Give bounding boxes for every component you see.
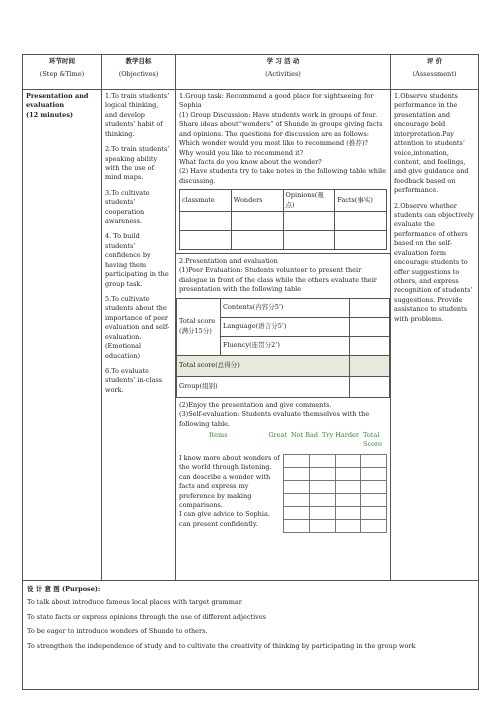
purpose-item: To strengthen the independence of study and to cultivate the creativity of thinking by participating in the group work bbox=[27, 641, 416, 650]
group-discussion: (1) Group Discussion: Have students work in groups of four. Share ideas about“wonders” of Shunde in groups giving facts and opinions. The questions for discussion are as follows: bbox=[179, 110, 385, 138]
objectives-cell bbox=[102, 90, 176, 581]
objective-item: 4. To build students’ confidence by having them participating in the group task. bbox=[105, 232, 171, 288]
lesson-plan-table bbox=[22, 54, 479, 690]
group-task: 1.Group task: Recommend a good place for sightseeing for Sophia bbox=[179, 92, 376, 110]
purpose-cell bbox=[23, 581, 479, 690]
purpose-item: To talk about introduce famous local places with target grammar bbox=[27, 598, 242, 607]
header-activities: 学 习 活 动 (Activities) bbox=[176, 55, 391, 90]
rating-statement: can present confidently. bbox=[179, 519, 258, 528]
objective-item: 2.To train students’ speaking ability with the use of mind maps. bbox=[105, 145, 172, 182]
lesson-plan-page bbox=[22, 54, 478, 704]
step-time: (12 minutes) bbox=[26, 110, 74, 119]
self-evaluation: (3)Self-evaluation: Students evaluate themselves with the following table. bbox=[179, 410, 372, 428]
total-score-row: Total score(总得分) bbox=[177, 355, 350, 376]
header-objectives: 教学目标 (Objectives) bbox=[102, 55, 176, 90]
rating-items-label: Items bbox=[209, 431, 228, 440]
step-cell bbox=[23, 90, 102, 581]
header-step-time: 环节时间 (Step &Time) bbox=[23, 55, 102, 90]
group-row: Group(组别) bbox=[177, 376, 350, 397]
question-3: What facts do you know about the wonder? bbox=[179, 157, 322, 166]
activities-cell bbox=[176, 90, 391, 581]
presentation-section bbox=[176, 253, 390, 533]
assessment-item: 2.Observe whether students can objectively evaluate the performance of others based on the self-evaluation form encourage students to offer suggestions to others, and express recognition of students’ suggestions. Provide assistance to students with problems. bbox=[394, 201, 476, 323]
notes-header: Wonders bbox=[231, 190, 283, 212]
objective-item: 3.To cultivate students’ cooperation awareness. bbox=[105, 188, 152, 226]
rating-table bbox=[283, 454, 387, 533]
objective-item: 5.To cultivate students about the importance of peer evaluation and self-evaluation. (Emotional education) bbox=[105, 295, 171, 360]
question-2: Why would you like to recommend it? bbox=[179, 148, 304, 157]
rating-header bbox=[179, 431, 387, 450]
peer-score-table bbox=[176, 298, 390, 398]
purpose-item: To be eager to introduce wonders of Shunde to others. bbox=[27, 627, 208, 636]
enjoy-presentation: (2)Enjoy the presentation and give comments. bbox=[179, 400, 332, 409]
assessment-cell bbox=[391, 90, 479, 581]
rating-col: Total Score bbox=[363, 431, 382, 449]
objective-item: 6.To evaluate students’ in-class work. bbox=[105, 366, 165, 394]
header-assessment: 评 价 (Assessment) bbox=[391, 55, 479, 90]
step-title: Presentation and evaluation bbox=[26, 92, 91, 110]
rating-statement: I know more about wonders of the world through listening. bbox=[179, 453, 282, 472]
rating-col: Great bbox=[268, 431, 287, 440]
header-row bbox=[23, 55, 479, 90]
notes-table bbox=[179, 189, 387, 250]
purpose-title: 设 计 意 图 (Purpose): bbox=[27, 585, 101, 593]
objective-item: 1.To train students’ logical thinking, and develop students’ habit of thinking. bbox=[105, 92, 172, 138]
notes-header: Facts(事实) bbox=[335, 190, 387, 212]
take-notes: (2) Have students try to take notes in the following table while discussing. bbox=[179, 167, 389, 185]
purpose-item: To state facts or express opinions through the use of different adjectives bbox=[27, 612, 267, 621]
notes-header: classmate bbox=[180, 190, 232, 212]
purpose-row bbox=[23, 581, 479, 690]
total-score-label: Total score (满分15分) bbox=[177, 298, 221, 355]
rating-statement: can describe a wonder with facts and express my preference by making comparisons. bbox=[179, 472, 273, 509]
assessment-item: 1.Observe students performance in the presentation and encourage bold interpretation.Pay attention to students’ voice,intonation, content, and feelings, and give guidance and feedback based on performance. bbox=[394, 92, 471, 195]
presentation-title: 2.Presentation and evaluation bbox=[179, 257, 278, 266]
body-row bbox=[23, 90, 479, 581]
score-row: Fluency(连贯分2’) bbox=[221, 336, 350, 355]
question-1: Which wonder would you most like to recommend (推荐)? bbox=[179, 139, 368, 148]
score-row: Contents(内容分5’) bbox=[221, 298, 350, 317]
rating-statement: I can give advice to Sophia. bbox=[179, 510, 270, 519]
notes-header: Opinions(观点) bbox=[283, 190, 335, 212]
rating-col: Not Bad bbox=[290, 431, 319, 440]
rating-grid bbox=[179, 454, 387, 533]
score-row: Language(语言分5’) bbox=[221, 317, 350, 336]
rating-col: Try Harder bbox=[322, 431, 359, 440]
peer-evaluation: (1)Peer Evaluation: Students volunteer to present their dialogue in front of the class while the others evaluate their presentation with the following table bbox=[179, 266, 379, 294]
